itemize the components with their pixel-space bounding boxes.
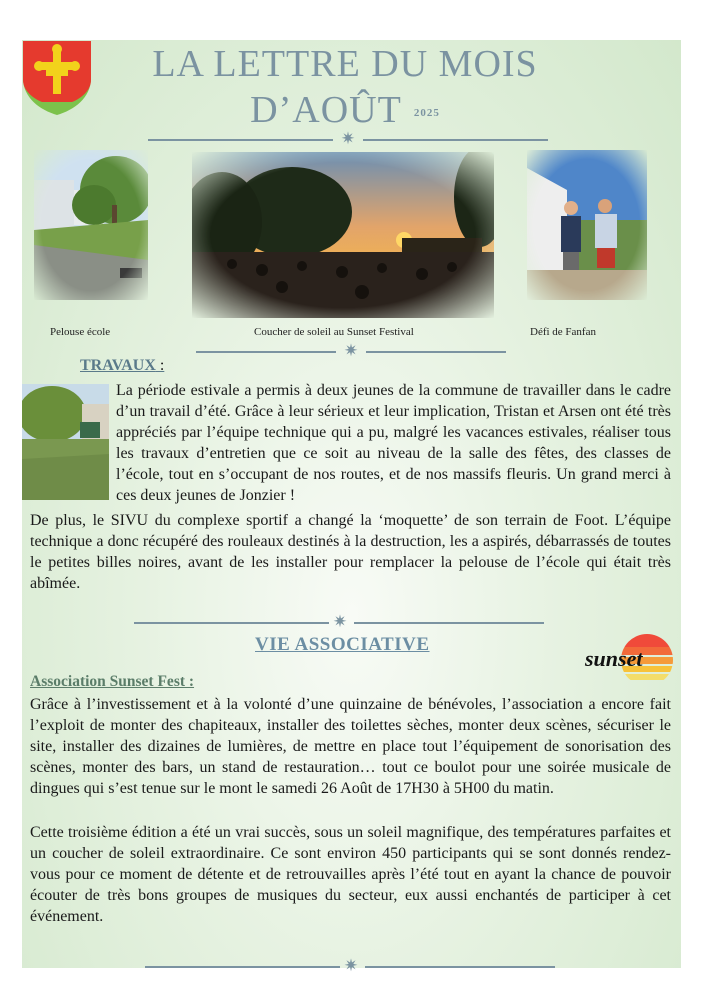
divider-star-icon: ✷ <box>340 129 356 148</box>
travaux-heading-text: TRAVAUX <box>80 357 156 374</box>
svg-text:sunset: sunset <box>585 646 643 671</box>
caption-sunset-festival: Coucher de soleil au Sunset Festival <box>254 326 414 338</box>
sunset-fest-subheading: Association Sunset Fest : <box>30 673 195 690</box>
sunset-fest-paragraph-1: Grâce à l’investissement et à la volonté d’une quinzaine de bénévoles, l’association a encore fait l’exploit de monter des chapiteaux, installer des toilettes sèches, monter deux scènes, sécuriser le site, installer des dizaines de lumières, de mettre en place tout l’équipement de sonorisation des scènes, monter des bars, un stand de restauration… tout ce boulot pour une soirée musicale de dingues qui s’est tenue sur le mont le samedi 26 Août de 17H30 à 5H00 du matin. <box>30 696 671 797</box>
divider-star-icon: ✷ <box>332 612 348 631</box>
travaux-heading-suffix: : <box>155 357 165 374</box>
title-divider <box>148 129 548 148</box>
caption-school-lawn: Pelouse école <box>50 326 111 338</box>
photo-sunset-festival <box>192 152 494 318</box>
vie-associative-heading: VIE ASSOCIATIVE <box>255 634 430 655</box>
section-divider <box>196 341 506 360</box>
village-crest-logo <box>22 40 92 116</box>
bottom-divider <box>145 956 555 975</box>
sunset-logo <box>583 632 675 688</box>
caption-fanfan-challenge: Défi de Fanfan <box>530 326 596 338</box>
divider-star-icon: ✷ <box>343 341 359 360</box>
sunset-fest-paragraph-2: Cette troisième édition a été un vrai succès, sous un soleil magnifique, des températures parfaites et un coucher de soleil extraordinaire. Ce sont environ 450 participants qui se sont donnés rendez-vous pour ce moment de détente et de retrouvailles après l’été tout en ayant la chance de pouvoir écouter de très bons groupes de musiques du secteur, eux aussi enchantés de participer à cet événement. <box>30 824 671 925</box>
newsletter-title-line2 <box>100 90 590 133</box>
photo-truck-work <box>22 384 109 500</box>
divider-star-icon: ✷ <box>343 956 359 975</box>
year-label: 2025 <box>413 107 440 120</box>
month-title: D’AOÛT <box>250 89 402 131</box>
travaux-heading <box>80 357 164 375</box>
photo-school-lawn <box>34 150 148 300</box>
newsletter-title-line1: LA LETTRE DU MOIS <box>152 43 538 85</box>
travaux-paragraph-2: De plus, le SIVU du complexe sportif a changé la ‘moquette’ de son terrain de Foot. L’équipe technique a donc récupéré des rouleaux destinés à la destruction, les a aspirés, débarrassés de toutes le petites billes noires, avant de les installer pour remplacer la pelouse de l’école qui était très abîmée. <box>30 512 671 592</box>
photo-fanfan-challenge <box>527 150 647 300</box>
travaux-paragraph-1: La période estivale a permis à deux jeunes de la commune de travailler dans le cadre d’un travail d’été. Grâce à leur sérieux et leur implication, Tristan et Arsen ont été très appréciés par l’équipe technique qui a pu, malgré les vacances estivales, réaliser tous les travaux d’entretien que ce soit au niveau de la salle des fêtes, des classes de l’école, tout en s’occupant de nos routes, et de nos massifs fleuris. Un grand merci à ces deux jeunes de Jonzier ! <box>116 382 671 504</box>
section-divider <box>134 612 544 631</box>
